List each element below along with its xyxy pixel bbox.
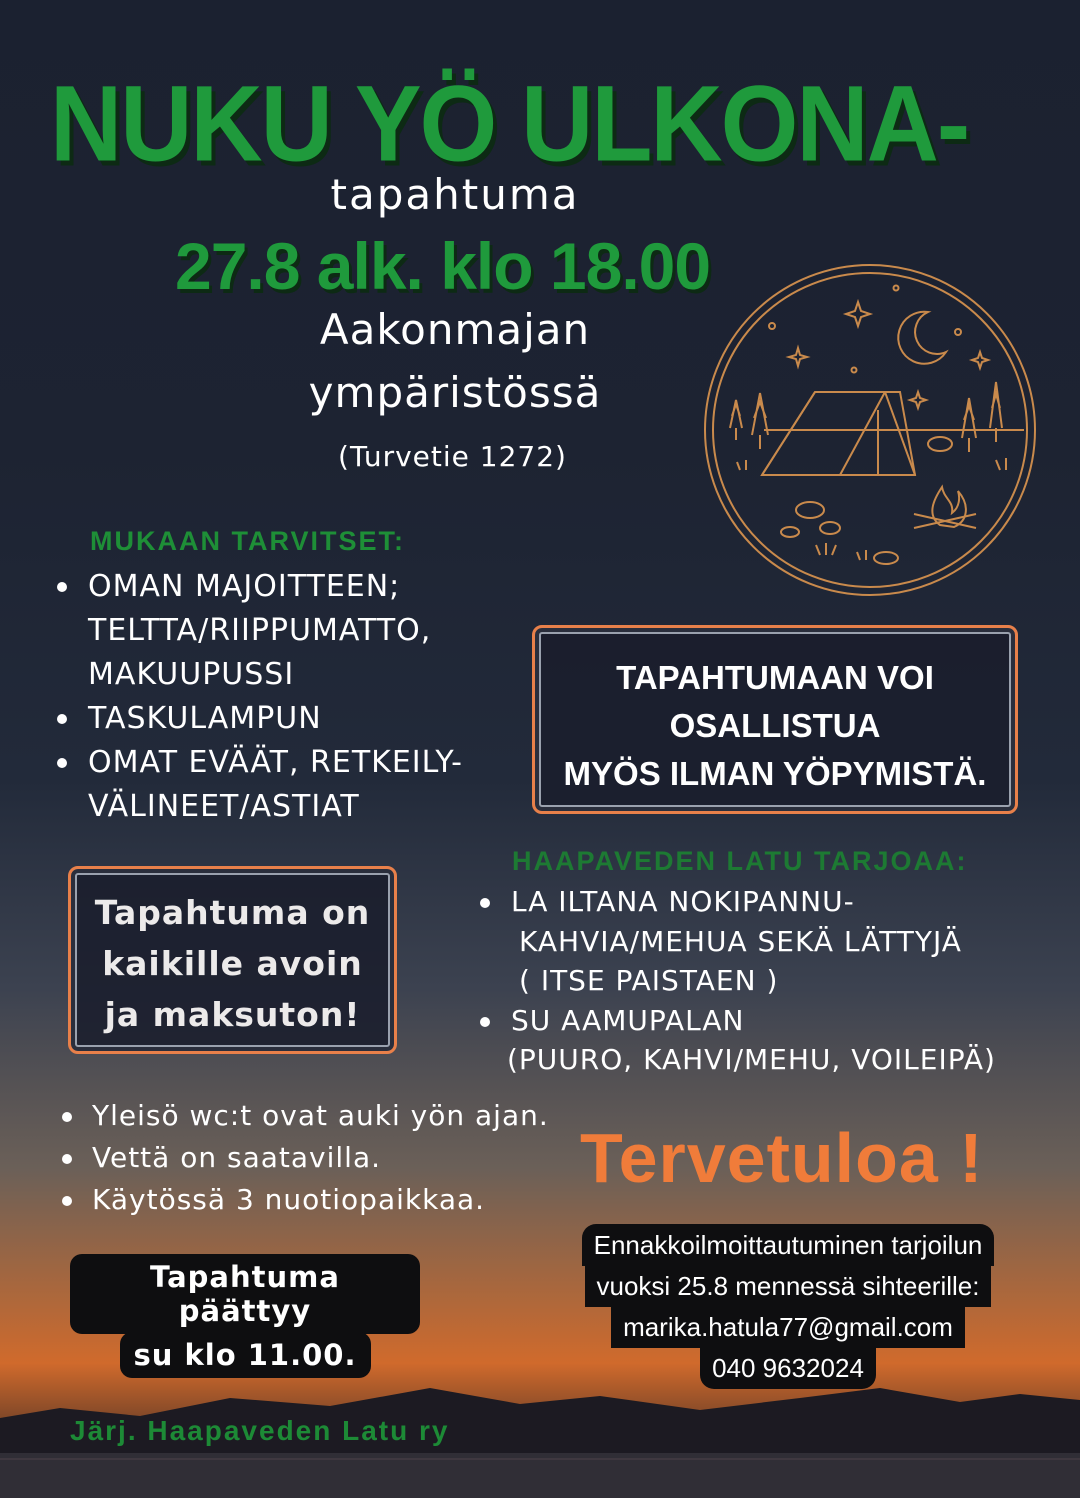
welcome-text: Tervetuloa !: [580, 1119, 984, 1197]
event-end-notice: [70, 1254, 420, 1378]
offer-item-line: LA ILTANA NOKIPANNU-: [511, 885, 855, 918]
event-subtitle: tapahtuma: [330, 170, 580, 219]
list-item: Yleisö wc:t ovat auki yön ajan.: [58, 1095, 578, 1137]
list-item: Vettä on saatavilla.: [58, 1137, 578, 1179]
free-info-box: [68, 866, 397, 1054]
offer-item-line: SU AAMUPALAN: [511, 1003, 745, 1037]
event-end-line2: su klo 11.00.: [120, 1332, 371, 1378]
free-line3: ja maksuton!: [104, 995, 361, 1034]
free-line1: Tapahtuma on: [94, 893, 371, 932]
overnight-line3: MYÖS ILMAN YÖPYMISTÄ.: [563, 755, 987, 792]
overnight-info-box: [532, 625, 1018, 814]
registration-line2: vuoksi 25.8 mennessä sihteerille:: [585, 1265, 992, 1307]
registration-notice: [548, 1225, 1028, 1389]
list-item: [478, 882, 1078, 1001]
event-address: (Turvetie 1272): [338, 440, 567, 473]
camping-night-emblem-icon: [700, 260, 1040, 600]
list-item: TASKULAMPUN: [52, 697, 512, 741]
info-list: [58, 1095, 578, 1221]
offer-heading: HAAPAVEDEN LATU TARJOAA:: [512, 846, 968, 876]
needs-heading: MUKAAN TARVITSET:: [90, 526, 405, 556]
overnight-line2: OSALLISTUA: [669, 707, 881, 744]
offer-item-line: ( ITSE PAISTAEN ): [519, 964, 779, 997]
organizer-credit: Järj. Haapaveden Latu ry: [70, 1415, 450, 1446]
offer-item-line: (PUURO, KAHVI/MEHU, VOILEIPÄ): [507, 1043, 996, 1076]
list-item: OMAN MAJOITTEEN; TELTTA/RIIPPUMATTO, MAKUUPUSSI: [52, 565, 512, 697]
event-place-line1: Aakonmajan: [319, 305, 591, 354]
event-datetime: 27.8 alk. klo 18.00: [175, 229, 711, 303]
registration-email[interactable]: marika.hatula77@gmail.com: [611, 1306, 965, 1348]
offer-list: [478, 882, 1078, 1080]
event-title: NUKU YÖ ULKONA-: [50, 63, 969, 185]
overnight-line1: TAPAHTUMAAN VOI: [616, 659, 934, 696]
offer-item-line: KAHVIA/MEHUA SEKÄ LÄTTYJÄ: [519, 924, 962, 958]
needs-list: [52, 565, 512, 829]
registration-line1: Ennakkoilmoittautuminen tarjoilun: [582, 1224, 995, 1266]
event-place-line2: ympäristössä: [308, 368, 602, 417]
list-item: [478, 1001, 1078, 1080]
list-item: OMAT EVÄÄT, RETKEILY-VÄLINEET/ASTIAT: [52, 741, 512, 829]
free-line2: kaikille avoin: [102, 944, 363, 983]
list-item: Käytössä 3 nuotiopaikkaa.: [58, 1179, 578, 1221]
registration-phone[interactable]: 040 9632024: [700, 1347, 876, 1389]
event-end-line1: Tapahtuma päättyy: [70, 1254, 420, 1334]
